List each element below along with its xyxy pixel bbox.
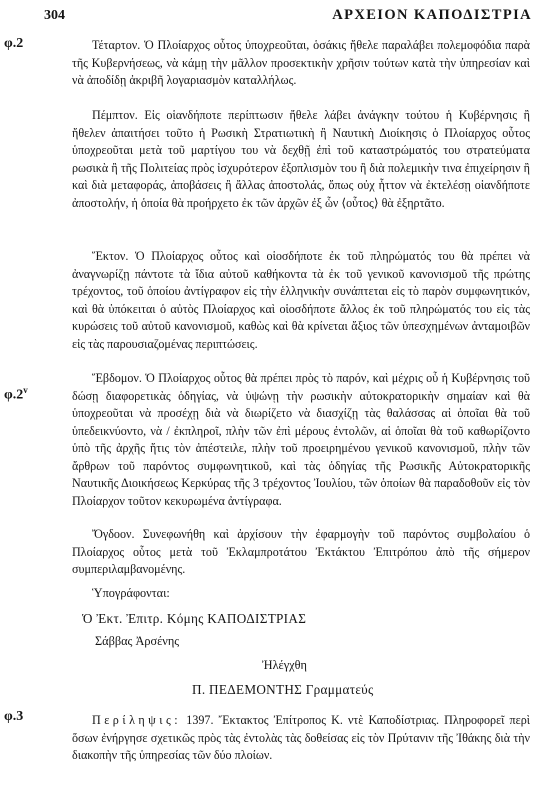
margin-folio-ref-2-sup: v	[23, 385, 28, 395]
running-header-title: ΑΡΧΕΙΟΝ ΚΑΠΟΔΙΣΤΡΙΑ	[332, 7, 532, 23]
secretary-signature: Π. ΠΕΔΕΜΟΝΤΗΣ Γραμματεύς	[192, 682, 374, 697]
paragraph-ogdoon: Ὄγδοον. Συνεφωνήθη καὶ ἀρχίσουν τὴν ἐφαρμογὴν τοῦ παρόντος συμβολαίου ὁ Πλοίαρχος οὗτος μετὰ τοῦ Ἐκλαμπροτάτου Ἐκτάκτου Ἐπιτρόπου ἀπὸ τῆς σήμερον συμπεριλαμβανομένης.	[72, 527, 530, 576]
paragraph-evdomon: Ἕβδομον. Ὁ Πλοίαρχος οὗτος θὰ πρέπει πρὸς τὸ παρόν, καὶ μέχρις οὗ ἡ Κυβέρνησις τοῦ δώσῃ διαφορετικὰς ὁδηγίας, νὰ ὑψώνῃ τὴν ρωσικὴν αὐτοκρατορικὴν σημαίαν καὶ θὰ ὑποχρεοῦται νὰ προσέχῃ διὰ νὰ διωρίζετο νὰ διασχίζῃ τὰς θαλάσσας αἱ ὁποῖαι θὰ τοῦ ὑπεδεικνύοντο, νὰ / ἐκπληροῖ, πλὴν τῶν ἐπὶ μέρους ἐντολῶν, αἱ ὁποῖαι θὰ τοῦ καθωρίζοντο ὑπὸ τῆς ἀρχῆς ἥτις τὸν ἀπέστειλε, πλὴν τοῦ προειρημένου γενικοῦ κανονισμοῦ, πλὴν τῶν ἄρθρων τοῦ παρόντος συμφωνητικοῦ, καὶ τὰς ὁδηγίας τῆς Ρωσικῆς Αὐτοκρατορικῆς Ναυτικῆς Διοικήσεως Κερκύρας τῆς 3 τρέχοντος Ἰουλίου, τῶν ὁποίων θὰ παραδοθοῦν εἰς τὸν Πλοίαρχον τοῦτον κεκυρωμένα ἀντίγραφα.	[72, 371, 530, 508]
signatures-label: Ὑπογράφονται:	[92, 586, 170, 600]
margin-folio-ref-3: φ.3	[4, 709, 24, 724]
margin-folio-ref-2	[4, 385, 28, 404]
summary-paragraph	[72, 712, 530, 765]
page-number: 304	[44, 8, 65, 23]
paragraph-ekton: Ἕκτον. Ὁ Πλοίαρχος οὗτος καὶ οἱοσδήποτε ἐκ τοῦ πληρώματός του θὰ πρέπει νὰ ἀναγνωρίζῃ πάντοτε τὰ ἴδια αὐτοῦ καθήκοντα τὰ ἐκ τοῦ γενικοῦ κανονισμοῦ τῆς πρώτης τρέχοντος, τοῦ ὁποίου ἀντίγραφον εἰς τὴν ἑλληνικὴν συνάπτεται εἰς τὸ παρὸν συμφωνητικόν, καὶ θὰ ὑπόκειται ὁ αὐτὸς Πλοίαρχος καὶ οἱοσδήποτε ἄλλος ἐκ τοῦ πληρώματός του εἰς τὰς κυρώσεις τοῦ αὐτοῦ κανονισμοῦ, καθὼς καὶ θὰ κρίνεται ἄξιος τῶν ὑπεσχημένων ἀνταμοιβῶν εἰς τὰς παρουσιαζομένας περιπτώσεις.	[72, 249, 530, 351]
signer-kapodistrias: Ὁ Ἐκτ. Ἐπιτρ. Κόμης ΚΑΠΟΔΙΣΤΡΙΑΣ	[82, 611, 307, 626]
summary-label: Περίληψις:	[92, 713, 182, 727]
margin-folio-ref-1: φ.2	[4, 36, 24, 51]
margin-folio-ref-2-main: φ.2	[4, 387, 24, 403]
checked-label: Ἠλέγχθη	[262, 658, 307, 672]
paragraph-tetarton: Τέταρτον. Ὁ Πλοίαρχος οὗτος ὑποχρεοῦται, ὁσάκις ἤθελε παραλάβει πολεμοφόδια παρὰ τῆς Κυβερνήσεως, νὰ κάμῃ τὴν μᾶλλον προσεκτικὴν χρῆσιν τούτων κατὰ τὴν ὑπηρεσίαν καὶ νὰ ἀποδίδῃ ἀκριβῆ λογαριασμὸν καταλλήλως.	[72, 38, 530, 87]
paragraph-pempton: Πέμπτον. Εἰς οἱανδήποτε περίπτωσιν ἤθελε λάβει ἀνάγκην τούτου ἡ Κυβέρνησις ἢ ἤθελεν ἀπαιτήσει τοῦτο ἡ Ρωσικὴ Στρατιωτικὴ ἢ Ναυτικὴ Διοίκησις ὁ Πλοίαρχος οὗτος ὑποχρεοῦται μετὰ τοῦ μαρτίγου του νὰ δεχθῇ ἐπὶ τοῦ καταστρώματός του στρατεύματα ρωσικὰ ἢ τῆς Πολιτείας πρὸς ἰσχυρότερον ἐξοπλισμὸν του ἢ διὰ πολεμικὴν τινα ἐπιχείρησιν ἢ καὶ διὰ μεταφοράς, ἀποβάσεις ἢ ἄλλας ἀποστολάς, ὅπως οὐχ ἧττον νὰ ἐκτελέσῃ οἱανδήποτε ἀποστολήν, ἡ ὁποία θὰ προήρχετο ἐκ τῶν ἀρχῶν ἐξ ὧν ⟨οὗτος⟩ θὰ ἐξηρτᾶτο.	[72, 108, 530, 210]
signer-arsenis: Σάββας Ἀρσένης	[95, 634, 180, 648]
summary-text: 1397. Ἔκτακτος Ἐπίτροπος Κ. ντὲ Καποδίστριας. Πληροφορεῖ περὶ ὅσων ἐνήργησε σχετικῶς πρὸς τὰς ἐντολὰς τὰς δοθείσας εἰς τὸν Πρύτανιν τῆς Ἰθάκης διὰ τὴν διακοπὴν τῆς ὑπηρεσίας τῶν δύο πλοίων.	[72, 713, 530, 762]
